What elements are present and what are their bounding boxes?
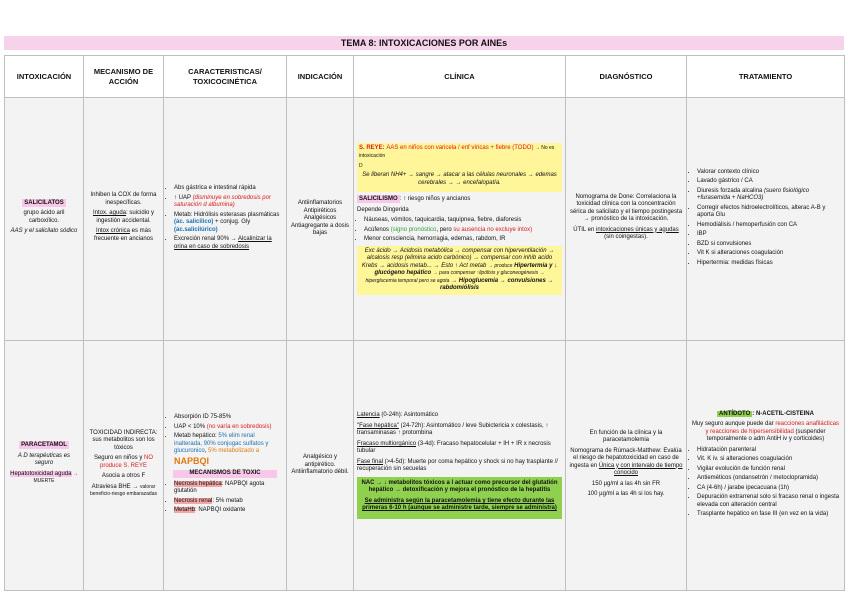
par-desc: A D terapéuticas es seguro [17,452,71,467]
par-mech-4: Atraviesa BHE → valorar beneficio-riesgo embarazadas [90,483,157,497]
par-mech-3: Asocia a otros F [101,473,146,479]
par-tx-4: • Antieméticos (ondansetrón / metoclopramida) [697,475,841,483]
sal-car-1: • Abs gástrica e intestinal rápida [174,185,283,193]
par-tx-2: • Vit. K iv. si alteraciones coagulación [697,456,841,464]
sal-cl-1: • Náuseas, vómitos, taquicardia, taquipnea, fiebre, diaforesis [364,217,562,225]
par-cl-3: Fracaso multiorgánico (3-4d): Fracaso hepatocelular + IH + IR x necrosis tubular [357,440,551,455]
sal-dx-1: Nomograma de Done: Correlaciona la toxicidad clínica con la concentración sérica de salicilato y el tiempo postingesta → pronóstico de la intoxicación. [569,193,683,222]
sal-car-3: • Metab: Hidrólisis esterasas plasmáticas (ác. salicílico) + conjug. Gly (ác.salicilúrico) [174,212,283,235]
header-tratamiento: TRATAMIENTO [687,56,845,98]
sal-salicilismo: SALICILISMO [359,196,398,203]
par-car-1: • Absorpión ID 75-85% [174,414,283,422]
cell-par-car [164,341,287,591]
par-tx-5: • CA (4-6h) / jarabe ipecacuana (1h) [697,485,841,493]
par-name: PARACETAMOL [21,442,67,449]
cell-sal-tx [687,98,845,341]
par-antidote-note: Muy seguro aunque puede dar reacciones anafilácticas y reacciones de hipersensibilidad (suspender temporalmente o adm AntiH iv y corticoides) [691,421,840,442]
sal-car-2: • ↑ UAP (disminuye en sobredosis por saturación d albumina) [174,195,283,210]
sal-tx-5: • Hemodiálisis / hemoperfusión con CA [697,222,841,230]
par-dx-2: Nomograma de Rúmack-Matthew: Evalúa el riesgo de hepatotoxicidad en caso de ingesta en Única y con intervalo de tiempo conocido [569,447,683,476]
sal-tx-4: • Corregir efectos hidroelectrolíticos, alterac A-B y aporta Glu [697,205,841,220]
sal-mech-1: Inhiben la COX de forma inespecíficas. [90,192,157,206]
sal-reye-box: S. REYE: AAS en niños con varicela / enf víricas + fiebre (TODO) → No es intoxicación D Se liberan NH4+ → sangre → atacar a las células neuronales → edemas cerebrales → → encefalopatía. [357,143,562,192]
sal-cl-2: • Acúfenos (signo pronóstico, pero su ausencia no excluye intox) [364,227,562,235]
par-mec-2: • Necrosis renal: 5% metab [174,498,283,506]
header-intoxicacion: INTOXICACIÓN [5,56,84,98]
par-dx-4: 100 µg/ml a las 4h si los hay. [587,491,665,497]
intoxication-table [4,55,845,591]
row-salicilatos [5,98,845,341]
header-diagnostico: DIAGNÓSTICO [566,56,687,98]
header-mecanismo: MECANISMO DE ACCIÓN [84,56,164,98]
sal-tx-7: • BZD si convulsiones [697,241,841,249]
sal-name: SALICILATOS [24,199,64,206]
sal-mech-2: Intox. aguda: suicidio y ingestión accidental. [92,210,155,224]
header-clinica: CLÍNICA [354,56,566,98]
page-title: TEMA 8: INTOXICACIONES POR AINEs [4,36,844,50]
par-hep: Hepatotoxicidad aguda → MUERTE [10,470,78,485]
sal-desc: grupo ácido aril carboxílico. [23,210,65,224]
par-mec-3: • MetaHb: NAPBQI oxidante [174,507,283,515]
cell-sal-clinica: S. REYE: AAS en niños con varicela / enf víricas + fiebre (TODO) → No es intoxicación D Se liberan NH4+ → sangre → atacar a las células neuronales → edemas cerebrales → → encefalopatía. SALICILISMO : ↑ riesgo niños y ancianos Depende Dingerida • Náuseas, vómitos, taquicardia, taquipnea, fiebre, diaforesis • Acúfenos (signo pronóstico, pero su ausencia no excluye intox) • Menor consciencia, hemorragia, edemas, rabdom, IR Exc ácido → Acidosis metabólica → compensar con hiperventilación → alcalosis resp (elimina acido carbónico) → compensar con inhib acido Krebs → acidosis metab... → Esto ↑ Act metab → produce Hipertermia y ↓ glucógeno hepático → para compensar ↑lipólisis y gluconeogénesis → hiperglucemia temporal pero se agota → Hipoglucemia → convulsiones → rabdomiólisis [354,98,566,341]
par-mec-1: • Necrosis hepática: NAPBQI agota glutatión [174,481,283,496]
cell-par-dx [566,341,687,591]
par-dx-1: En función de la clínica y la paracetamolemia [589,429,663,443]
cell-sal-mech [84,98,164,341]
sal-indication: Antiinflamatorios Antipiréticos Analgésicos Antiagregante a dosis bajas [287,98,354,341]
cell-par-mech [84,341,164,591]
par-indication: Analgésico y antipirético. Antiinflamatorio débil. [287,341,354,591]
sal-dx-2: ÚTIL en intoxicaciones únicas y agudas (sin coingestas). [573,226,679,240]
sal-tx-8: • Vit K si alteraciones coagulación [697,250,841,258]
sal-cl-3: • Menor consciencia, hemorragia, edemas, rabdom, IR [364,236,562,244]
par-car-2: • UAP < 10% (no varía en sobredosis) [174,424,283,432]
sal-depende: Depende Dingerida [357,206,409,213]
sal-mech-3: Intox crónica es más frecuente en ancianos [93,228,154,242]
par-cl-1: Latencia (0-24h): Asintomático [357,412,439,419]
row-paracetamol [5,341,845,591]
par-mech-1: TOXICIDAD INDIRECTA: sus metabolitos son los tóxicos [89,429,158,451]
par-car-3: • Metab hepático: 5% elim renal inalterada, 90% conjugac sulfatos y glucuronico, 5% metabolizado a NAPBQI [174,433,283,467]
par-mec-title: MECANISMOS DE TOXIC [173,470,277,478]
par-cl-4: Fase final (>4-5d): Muerte por coma hepático y shock si no hay trasplante // recuperación sin secuelas [357,458,558,473]
par-tx-6: • Depuración extrarrenal solo si fracaso renal o ingesta elevada con alteración central [697,494,841,509]
header-indicacion: INDICACIÓN [287,56,354,98]
par-nac-box: NAC → ↓ metabolitos tóxicos a l actuar como precursor del glutatión hepático → detoxificación y mejora el pronóstico de la hepatitis Se administra según la paracetamolemia y tiene efecto durante las primeras 6-10 h (aunque se administre tarde, siempre se administra) [357,477,562,519]
par-tx-3: • Vigilar evolución de función renal [697,466,841,474]
sal-examples: AAS y el salicilato sódico [10,228,78,234]
cell-par-name [5,341,84,591]
par-tx-1: • Hidratación parenteral [697,447,841,455]
sal-tx-1: • Valorar contexto clínico [697,169,841,177]
sal-car-4: • Excreción renal 90% → Alcalinizar la orina en caso de sobredosis [174,236,283,251]
sal-tx-9: • Hipertermia: medidas físicas [697,260,841,268]
header-caracteristicas: CARACTERISTICAS/ TOXICOCINÉTICA [164,56,287,98]
cell-sal-car [164,98,287,341]
cell-sal-name [5,98,84,341]
par-cl-2: "Fase hepática" (24-72h): Asintomático / leve Subictericia x colestasis, ↑ transaminasas ↑ protombina [357,422,549,437]
par-tx-7: • Trasplante hepático en fase III (en vez en la vida) [697,511,841,519]
sal-tx-2: • Lavado gástrico / CA [697,178,841,186]
cell-par-clinica [354,341,566,591]
sal-tx-6: • IBP [697,231,841,239]
par-mech-2: Seguro en niños y NO produce S. REYE [93,455,154,469]
cell-par-tx [687,341,845,591]
sal-acidosis-box: Exc ácido → Acidosis metabólica → compensar con hiperventilación → alcalosis resp (elimina acido carbónico) → compensar con inhib acido Krebs → acidosis metab... → Esto ↑ Act metab → produce Hipertermia y ↓ glucógeno hepático → para compensar ↑lipólisis y gluconeogénesis → hiperglucemia temporal pero se agota → Hipoglucemia → convulsiones → rabdomiólisis [357,246,562,295]
sal-tx-3: • Diuresis forzada alcalina (suero fisiológico +furasemida + NaHCO3) [697,188,841,203]
header-row [5,56,845,98]
cell-sal-dx [566,98,687,341]
par-dx-3: 150 µg/ml a las 4h sin FR [591,480,661,487]
par-antidote: ANTÍDOTO : N-ACETIL-CISTEINA [719,410,814,417]
